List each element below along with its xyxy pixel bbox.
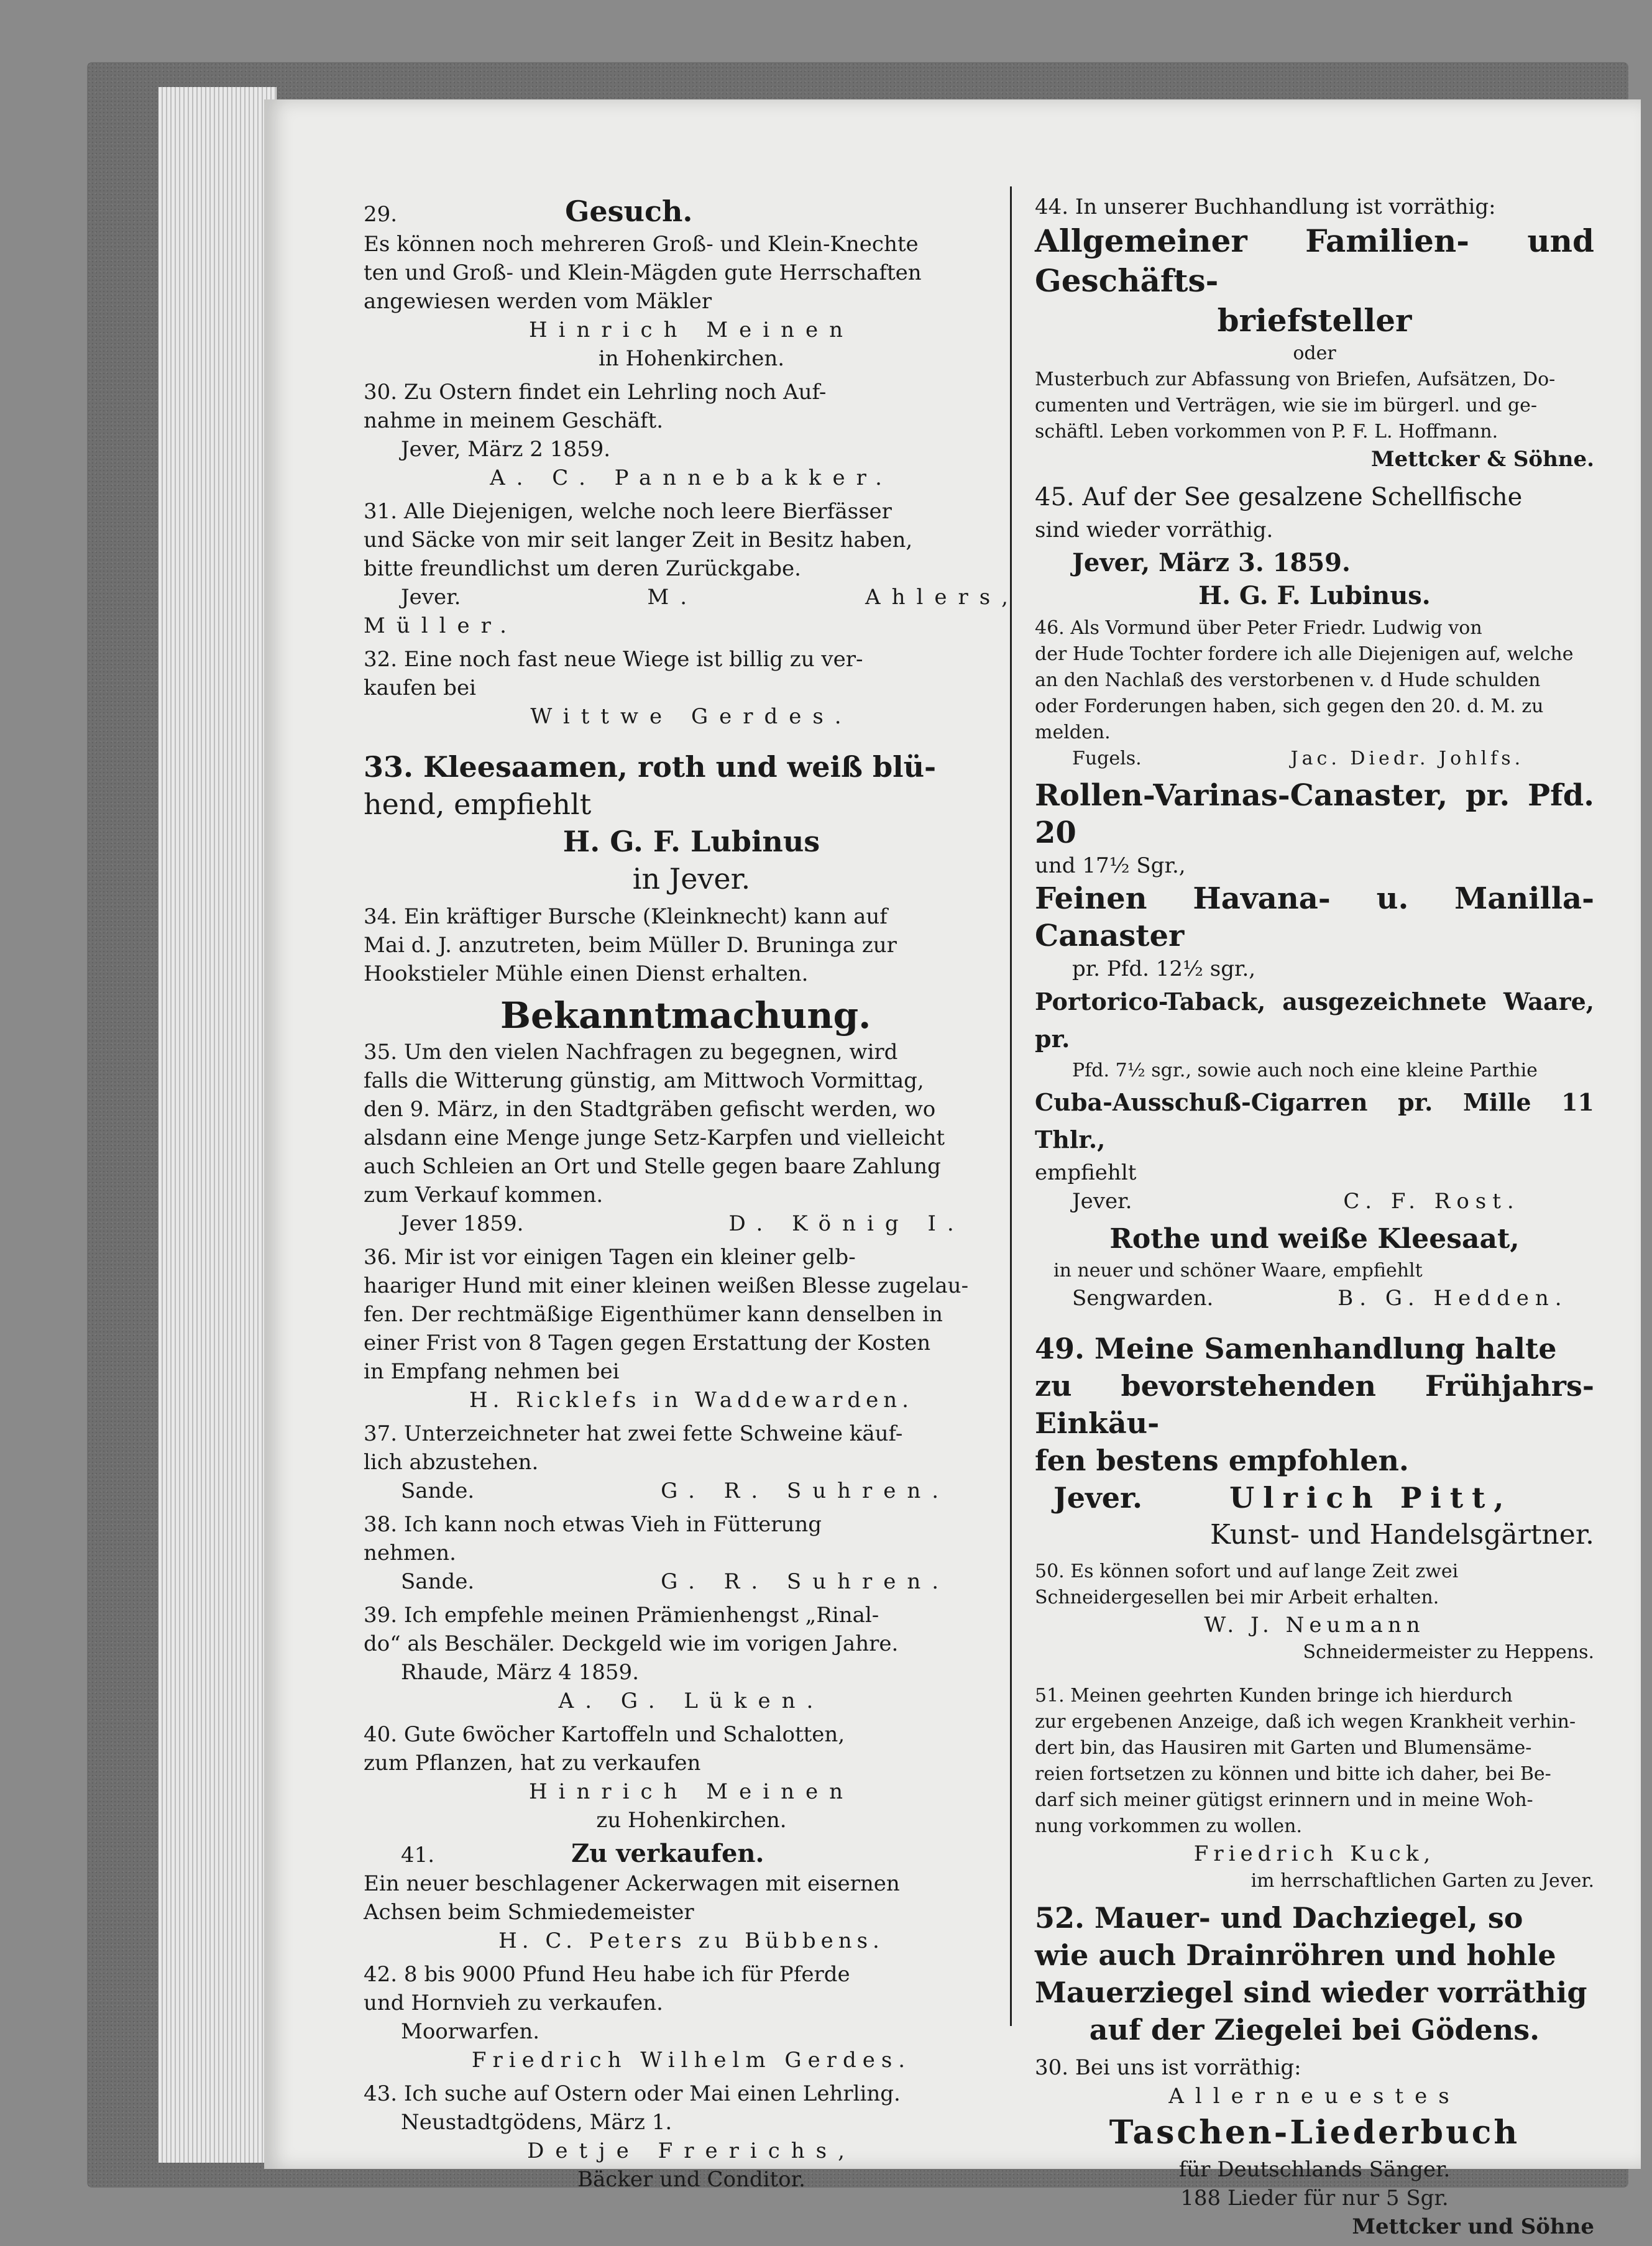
place: in Hohenkirchen. <box>598 346 785 371</box>
text-line: 34. Ein kräftiger Bursche (Kleinknecht) kann auf <box>364 904 888 929</box>
ad-heading: Zu verkaufen. <box>571 1839 764 1868</box>
ad-47 <box>1035 777 1605 1216</box>
text-line: do“ als Beschäler. Deckgeld wie im vorigen Jahre. <box>364 1631 899 1656</box>
ad-heading: wie auch Drainröhren und hohle <box>1035 1938 1556 1972</box>
text-line: oder <box>1293 342 1336 364</box>
ad-heading: zu bevorstehenden Frühjahrs-Einkäu- <box>1035 1369 1594 1440</box>
text-line: und Säcke von mir seit langer Zeit in Besitz haben, <box>364 528 913 552</box>
place: zu Hohenkirchen. <box>596 1808 787 1833</box>
text-line: in neuer und schöner Waare, empfiehlt <box>1053 1260 1423 1281</box>
text-line: darf sich meiner gütigst erinnern und in meine Woh- <box>1035 1789 1533 1811</box>
place: in Jever. <box>632 862 751 896</box>
text-line: schäftl. Leben vorkommen von P. F. L. Hoffmann. <box>1035 421 1498 442</box>
ad-44 <box>1035 193 1605 474</box>
ad-35 <box>364 993 1019 1238</box>
page-edges <box>158 87 277 2163</box>
text-line: empfiehlt <box>1035 1160 1137 1185</box>
signature: Wittwe Gerdes. <box>530 704 853 729</box>
text-line: pr. Pfd. 12½ sgr., <box>1072 956 1256 981</box>
text-line: 31. Alle Diejenigen, welche noch leere Bierfässer <box>364 499 892 524</box>
text-line: dert bin, das Hausiren mit Garten und Blumensäme- <box>1035 1737 1532 1759</box>
text-line: 45. Auf der See gesalzene Schellfische <box>1035 483 1523 511</box>
occupation: Schneidermeister zu Heppens. <box>1303 1641 1594 1663</box>
newspaper-page <box>264 99 1641 2239</box>
signature: Detje Frerichs, <box>527 2138 856 2163</box>
signature: C. F. Rost. <box>1343 1189 1520 1214</box>
place: Sengwarden. <box>1072 1286 1214 1311</box>
text-line: Allerneuestes <box>1168 2084 1461 2109</box>
place: Jever. <box>1072 1189 1132 1214</box>
ad-31 <box>364 497 1037 640</box>
text-line: 42. 8 bis 9000 Pfund Heu habe ich für Pferde <box>364 1962 850 1987</box>
occupation: Bäcker und Conditor. <box>577 2167 805 2192</box>
ad-52 <box>1035 1899 1594 2048</box>
place: Jever. <box>1053 1481 1143 1515</box>
ad-41 <box>364 1840 1019 1955</box>
ad-37 <box>364 1419 1019 1505</box>
signature: Jac. Diedr. Johlfs. <box>1290 748 1525 769</box>
text-line: Hookstieler Mühle einen Dienst erhalten. <box>364 961 809 986</box>
signature: M. Ahlers, Müller. <box>364 585 1037 638</box>
place: Moorwarfen. <box>401 2019 540 2044</box>
ad-32 <box>364 645 1019 731</box>
text-line: 43. Ich suche auf Ostern oder Mai einen Lehrling. <box>364 2081 901 2106</box>
left-column <box>364 193 1037 2199</box>
text-line: kaufen bei <box>364 676 476 700</box>
ad-heading: 49. Meine Samenhandlung halte <box>1035 1332 1557 1365</box>
signature: Mettcker & Söhne. <box>1371 447 1594 472</box>
text-line: 33. Kleesaamen, roth und weiß blü- <box>364 750 937 784</box>
ad-heading: Cuba-Ausschuß-Cigarren pr. Mille 11 Thlr., <box>1035 1088 1603 1153</box>
signature: Friedrich Wilhelm Gerdes. <box>471 2048 912 2073</box>
ad-50 <box>1035 1559 1594 1666</box>
text-line: 32. Eine noch fast neue Wiege ist billig zu ver- <box>364 647 863 672</box>
place: Sande. <box>401 1478 475 1503</box>
ad-heading: Taschen-Liederbuch <box>1109 2114 1520 2152</box>
text-line: 39. Ich empfehle meinen Prämienhengst „Rinal- <box>364 1603 879 1628</box>
ad-30 <box>364 378 1019 492</box>
text-line: 46. Als Vormund über Peter Friedr. Ludwig von <box>1035 617 1482 639</box>
signature: Mettcker und Söhne <box>1352 2214 1594 2239</box>
signature: A. C. Pannebakker. <box>490 465 893 490</box>
ad-45 <box>1035 479 1594 610</box>
text-line: Musterbuch zur Abfassung von Briefen, Aufsätzen, Do- <box>1035 369 1556 390</box>
ad-29: 29. Gesuch. Es können noch mehreren Groß- und Klein-Knechte ten und Groß- und Klein-Mägden gute Herrschaften angewiesen werden vom Mäkler Hinrich Meinen in Hohenkirchen. <box>364 193 1019 373</box>
ad-51 <box>1035 1683 1594 1894</box>
signature: H. C. Peters zu Bübbens. <box>498 1928 884 1953</box>
ad-34 <box>364 902 1019 988</box>
text-line: Schneidergesellen bei mir Arbeit erhalten. <box>1035 1587 1439 1608</box>
signature: G. R. Suhren. <box>661 1569 950 1594</box>
occupation: Kunst- und Handelsgärtner. <box>1210 1519 1594 1551</box>
text-line: angewiesen werden vom Mäkler <box>364 289 712 314</box>
text-line: Achsen beim Schmiedemeister <box>364 1900 694 1925</box>
ad-49 <box>1035 1330 1594 1554</box>
signature: W. J. Neumann <box>1204 1613 1425 1638</box>
text-line: 188 Lieder für nur 5 Sgr. <box>1180 2186 1449 2211</box>
ad-heading: 52. Mauer- und Dachziegel, so <box>1035 1901 1523 1935</box>
date-line: Jever, März 2 1859. <box>401 437 611 462</box>
text-line: haariger Hund mit einer kleinen weißen Blesse zugelau- <box>364 1273 969 1298</box>
text-line: einer Frist von 8 Tagen gegen Erstattung der Kosten <box>364 1331 931 1355</box>
text-line: nahme in meinem Geschäft. <box>364 408 664 433</box>
ad-heading: Allgemeiner Familien- und Geschäfts- <box>1035 222 1605 299</box>
signature: Friedrich Kuck, <box>1193 1841 1436 1866</box>
ad-heading: auf der Ziegelei bei Gödens. <box>1089 2013 1540 2047</box>
signature: H. G. F. Lubinus. <box>1198 581 1431 610</box>
signature: G. R. Suhren. <box>661 1478 950 1503</box>
ad-heading: Mauerziegel sind wieder vorräthig <box>1035 1976 1587 2009</box>
ad-40 <box>364 1720 1019 1835</box>
signature: Hinrich Meinen <box>528 318 855 342</box>
text-line: bitte freundlichst um deren Zurückgabe. <box>364 556 801 581</box>
ad-heading: fen bestens empfohlen. <box>1035 1444 1409 1477</box>
text-line: lich abzustehen. <box>364 1450 539 1475</box>
signature: Hinrich Meinen <box>528 1779 855 1804</box>
ad-39 <box>364 1601 1019 1715</box>
signature: H. G. F. Lubinus <box>562 825 820 858</box>
ad-number: 41. <box>401 1843 435 1868</box>
text-line: 30. Bei uns ist vorräthig: <box>1035 2055 1301 2080</box>
text-line: fen. Der rechtmäßige Eigenthümer kann denselben in <box>364 1302 943 1327</box>
text-line: zur ergebenen Anzeige, daß ich wegen Krankheit verhin- <box>1035 1711 1576 1733</box>
ad-heading: briefsteller <box>1217 302 1412 339</box>
ad-46 <box>1035 615 1594 772</box>
ad-36 <box>364 1243 1019 1414</box>
text-line: Ein neuer beschlagener Ackerwagen mit eisernen <box>364 1871 900 1896</box>
text-line: melden. <box>1035 722 1111 743</box>
text-line: zum Pflanzen, hat zu verkaufen <box>364 1751 701 1776</box>
text-line: für Deutschlands Sänger. <box>1178 2157 1451 2182</box>
place: Sande. <box>401 1569 475 1594</box>
place: im herrschaftlichen Garten zu Jever. <box>1250 1870 1594 1892</box>
text-line: Pfd. 7½ sgr., sowie auch noch eine kleine Parthie <box>1072 1060 1538 1081</box>
ad-38 <box>364 1510 1019 1596</box>
signature: H. Ricklefs in Waddewarden. <box>469 1388 914 1413</box>
ad-43 <box>364 2079 1019 2194</box>
date-line: Jever, März 3. 1859. <box>1072 548 1351 577</box>
text-line: den 9. März, in den Stadtgräben gefischt werden, wo <box>364 1097 936 1122</box>
text-line: nung vorkommen zu wollen. <box>1035 1815 1303 1837</box>
text-line: 30. Zu Ostern findet ein Lehrling noch Auf- <box>364 380 827 405</box>
text-line: alsdann eine Menge junge Setz-Karpfen und vielleicht <box>364 1125 945 1150</box>
text-line: cumenten und Verträgen, wie sie im bürgerl. und ge- <box>1035 395 1538 416</box>
ad-33 <box>364 748 1019 897</box>
text-line: Es können noch mehreren Groß- und Klein-Knechte <box>364 232 919 257</box>
right-column <box>1035 193 1605 2246</box>
ad-heading: Bekanntmachung. <box>500 994 871 1037</box>
text-line: 51. Meinen geehrten Kunden bringe ich hierdurch <box>1035 1685 1513 1707</box>
ad-42 <box>364 1960 1019 2074</box>
ad-heading: Gesuch. <box>565 195 693 228</box>
text-line: falls die Witterung günstig, am Mittwoch Vormittag, <box>364 1068 924 1093</box>
place: Jever. <box>401 585 461 610</box>
ad-48 <box>1035 1221 1594 1313</box>
ad-heading: Rothe und weiße Kleesaat, <box>1109 1223 1520 1255</box>
text-line: oder Forderungen haben, sich gegen den 20. d. M. zu <box>1035 695 1544 717</box>
ad-30b <box>1035 2053 1594 2241</box>
text-line: reien fortsetzen zu können und bitte ich daher, bei Be- <box>1035 1763 1551 1785</box>
date-line: Jever 1859. <box>401 1211 524 1236</box>
date-line: Neustadtgödens, März 1. <box>401 2110 672 2135</box>
text-line: in Empfang nehmen bei <box>364 1359 620 1384</box>
text-line: Mai d. J. anzutreten, beim Müller D. Bruninga zur <box>364 933 897 958</box>
ad-heading: Portorico-Taback, ausgezeichnete Waare, pr. <box>1035 988 1603 1053</box>
text-line: 44. In unserer Buchhandlung ist vorräthig: <box>1035 195 1496 219</box>
signature: A. G. Lüken. <box>558 1689 825 1713</box>
text-line: und 17½ Sgr., <box>1035 853 1186 878</box>
place: Fugels. <box>1072 748 1142 769</box>
ad-heading: Feinen Havana- u. Manilla-Canaster <box>1035 881 1594 953</box>
text-line: auch Schleien an Ort und Stelle gegen baare Zahlung <box>364 1154 941 1179</box>
ad-heading: Rollen-Varinas-Canaster, pr. Pfd. 20 <box>1035 778 1605 850</box>
text-line: 37. Unterzeichneter hat zwei fette Schweine käuf- <box>364 1421 903 1446</box>
text-line: 40. Gute 6wöcher Kartoffeln und Schalotten, <box>364 1722 845 1747</box>
text-line: zum Verkauf kommen. <box>364 1183 603 1208</box>
signature: Ulrich Pitt, <box>1229 1481 1513 1515</box>
signature: D. König I. <box>728 1211 965 1236</box>
signature: B. G. Hedden. <box>1338 1286 1568 1311</box>
text-line: an den Nachlaß des verstorbenen v. d Hude schulden <box>1035 669 1541 691</box>
text-line: hend, empfiehlt <box>364 787 592 821</box>
text-line: 50. Es können sofort und auf lange Zeit zwei <box>1035 1561 1459 1582</box>
text-line: 35. Um den vielen Nachfragen zu begegnen, wird <box>364 1040 898 1065</box>
text-line: 38. Ich kann noch etwas Vieh in Fütterung <box>364 1512 822 1537</box>
text-line: und Hornvieh zu verkaufen. <box>364 1991 663 2015</box>
text-line: nehmen. <box>364 1541 456 1565</box>
date-line: Rhaude, März 4 1859. <box>401 1660 639 1685</box>
text-line: ten und Groß- und Klein-Mägden gute Herrschaften <box>364 260 922 285</box>
text-line: der Hude Tochter fordere ich alle Diejenigen auf, welche <box>1035 643 1574 665</box>
text-line: 36. Mir ist vor einigen Tagen ein kleiner gelb- <box>364 1245 856 1270</box>
text-line: sind wieder vorräthig. <box>1035 518 1273 543</box>
